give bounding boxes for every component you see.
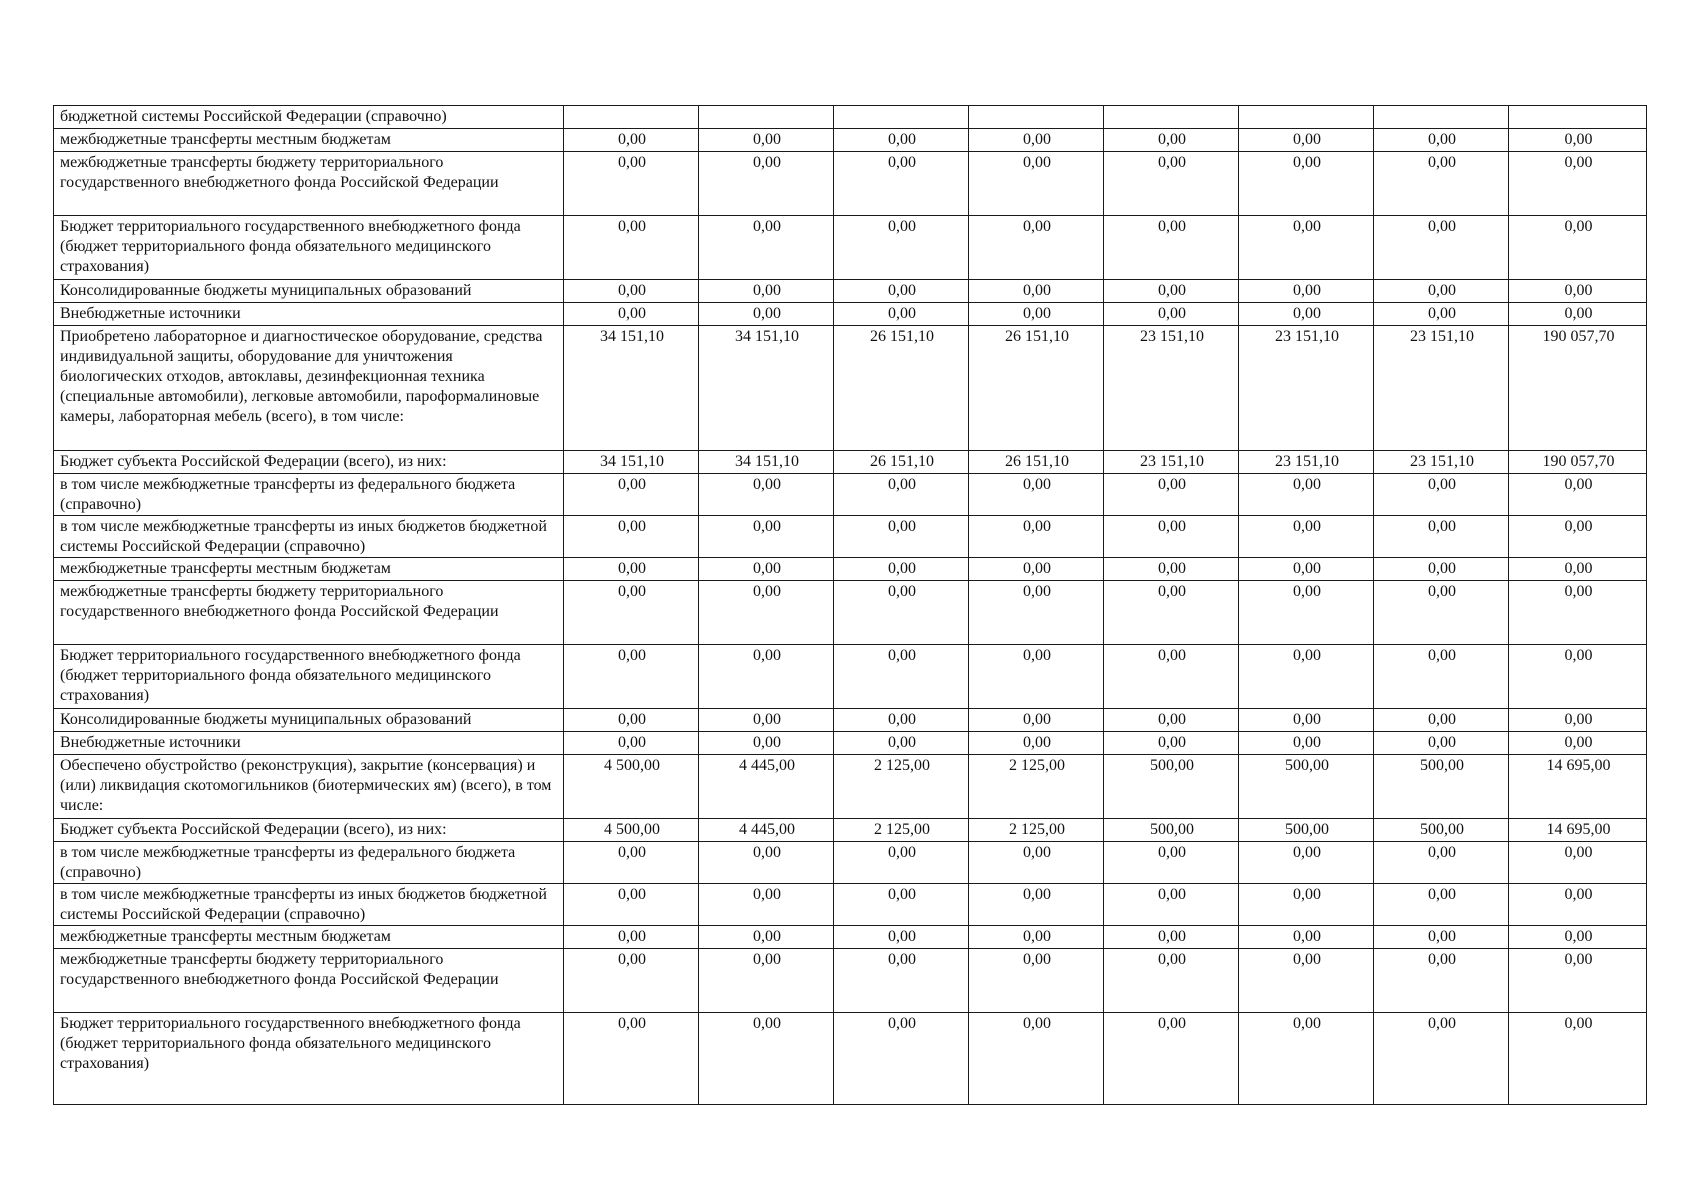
value-cell: 0,00 (834, 280, 969, 303)
table-row (54, 709, 1647, 732)
row-label: Бюджет субъекта Российской Федерации (всего), из них: (54, 451, 564, 474)
value-cell: 0,00 (1239, 709, 1374, 732)
value-cell: 0,00 (564, 280, 699, 303)
value-cell: 0,00 (1509, 884, 1647, 926)
value-cell: 0,00 (834, 558, 969, 581)
value-cell: 0,00 (1239, 1013, 1374, 1105)
value-cell: 0,00 (1509, 949, 1647, 1013)
value-cell (564, 106, 699, 129)
row-label: межбюджетные трансферты бюджету территориального государственного внебюджетного фонда Российской Федерации (54, 949, 564, 1013)
value-cell: 0,00 (1509, 280, 1647, 303)
row-label: Бюджет территориального государственного внебюджетного фонда (бюджет территориального фонда обязательного медицинского страхования) (54, 645, 564, 709)
value-cell: 0,00 (1239, 732, 1374, 755)
value-cell: 0,00 (1239, 645, 1374, 709)
value-cell: 0,00 (834, 303, 969, 326)
table-row (54, 926, 1647, 949)
value-cell: 23 151,10 (1104, 451, 1239, 474)
value-cell: 0,00 (969, 709, 1104, 732)
value-cell (699, 106, 834, 129)
value-cell: 26 151,10 (969, 326, 1104, 451)
row-label: в том числе межбюджетные трансферты из федерального бюджета (справочно) (54, 842, 564, 884)
table-row (54, 755, 1647, 819)
value-cell: 0,00 (969, 949, 1104, 1013)
value-cell: 0,00 (1104, 516, 1239, 558)
table-row (54, 152, 1647, 216)
value-cell: 0,00 (564, 581, 699, 645)
value-cell: 0,00 (699, 581, 834, 645)
value-cell: 23 151,10 (1239, 326, 1374, 451)
value-cell: 0,00 (1104, 709, 1239, 732)
value-cell: 0,00 (1374, 303, 1509, 326)
value-cell (1509, 106, 1647, 129)
value-cell: 0,00 (699, 474, 834, 516)
value-cell: 0,00 (1374, 516, 1509, 558)
value-cell: 0,00 (969, 884, 1104, 926)
value-cell: 0,00 (564, 129, 699, 152)
table-row (54, 106, 1647, 129)
table-row (54, 303, 1647, 326)
value-cell: 0,00 (564, 926, 699, 949)
value-cell: 500,00 (1374, 755, 1509, 819)
table-row (54, 129, 1647, 152)
value-cell: 0,00 (564, 1013, 699, 1105)
value-cell: 0,00 (1104, 732, 1239, 755)
value-cell: 0,00 (1104, 1013, 1239, 1105)
value-cell: 0,00 (834, 474, 969, 516)
value-cell: 34 151,10 (699, 451, 834, 474)
value-cell: 4 500,00 (564, 819, 699, 842)
value-cell: 0,00 (1374, 558, 1509, 581)
value-cell: 0,00 (1104, 884, 1239, 926)
value-cell: 0,00 (699, 1013, 834, 1105)
value-cell: 23 151,10 (1374, 326, 1509, 451)
value-cell: 2 125,00 (969, 755, 1104, 819)
value-cell: 0,00 (834, 709, 969, 732)
row-label: в том числе межбюджетные трансферты из иных бюджетов бюджетной системы Российской Федерации (справочно) (54, 516, 564, 558)
value-cell: 23 151,10 (1374, 451, 1509, 474)
value-cell: 34 151,10 (564, 326, 699, 451)
value-cell: 34 151,10 (699, 326, 834, 451)
table-row (54, 451, 1647, 474)
value-cell: 190 057,70 (1509, 451, 1647, 474)
value-cell: 0,00 (1374, 709, 1509, 732)
value-cell: 0,00 (1239, 926, 1374, 949)
value-cell: 0,00 (1374, 129, 1509, 152)
row-label: Внебюджетные источники (54, 732, 564, 755)
value-cell: 0,00 (834, 884, 969, 926)
value-cell: 0,00 (1104, 926, 1239, 949)
value-cell: 4 445,00 (699, 755, 834, 819)
budget-table (53, 105, 1647, 1105)
value-cell: 0,00 (969, 280, 1104, 303)
value-cell: 0,00 (1509, 645, 1647, 709)
value-cell: 0,00 (1104, 280, 1239, 303)
value-cell: 0,00 (1239, 216, 1374, 280)
row-label: межбюджетные трансферты местным бюджетам (54, 129, 564, 152)
value-cell: 500,00 (1239, 819, 1374, 842)
value-cell: 0,00 (1374, 926, 1509, 949)
value-cell: 23 151,10 (1104, 326, 1239, 451)
value-cell: 4 445,00 (699, 819, 834, 842)
value-cell: 500,00 (1374, 819, 1509, 842)
value-cell: 0,00 (699, 303, 834, 326)
row-label: Бюджет территориального государственного внебюджетного фонда (бюджет территориального фонда обязательного медицинского страхования) (54, 216, 564, 280)
value-cell: 14 695,00 (1509, 819, 1647, 842)
value-cell: 0,00 (1374, 581, 1509, 645)
value-cell (1239, 106, 1374, 129)
value-cell: 0,00 (1104, 216, 1239, 280)
value-cell: 0,00 (834, 842, 969, 884)
table-row (54, 516, 1647, 558)
value-cell: 0,00 (969, 926, 1104, 949)
value-cell: 0,00 (699, 926, 834, 949)
value-cell: 0,00 (834, 732, 969, 755)
value-cell: 0,00 (969, 581, 1104, 645)
table-row (54, 819, 1647, 842)
table-body (54, 106, 1647, 1105)
value-cell: 0,00 (1104, 842, 1239, 884)
value-cell: 0,00 (1374, 152, 1509, 216)
value-cell: 0,00 (834, 1013, 969, 1105)
value-cell: 0,00 (1374, 732, 1509, 755)
value-cell: 0,00 (699, 645, 834, 709)
value-cell: 0,00 (699, 280, 834, 303)
table-row (54, 884, 1647, 926)
value-cell: 0,00 (1374, 216, 1509, 280)
value-cell (1104, 106, 1239, 129)
table-row (54, 326, 1647, 451)
value-cell: 0,00 (1104, 558, 1239, 581)
row-label: межбюджетные трансферты бюджету территориального государственного внебюджетного фонда Российской Федерации (54, 581, 564, 645)
table-row (54, 280, 1647, 303)
value-cell: 26 151,10 (834, 326, 969, 451)
table-row (54, 842, 1647, 884)
value-cell: 0,00 (1239, 884, 1374, 926)
value-cell: 0,00 (1239, 280, 1374, 303)
value-cell: 0,00 (1509, 152, 1647, 216)
value-cell: 0,00 (564, 732, 699, 755)
value-cell: 0,00 (564, 842, 699, 884)
value-cell: 0,00 (1509, 516, 1647, 558)
value-cell: 0,00 (834, 926, 969, 949)
value-cell: 0,00 (1374, 645, 1509, 709)
row-label: в том числе межбюджетные трансферты из иных бюджетов бюджетной системы Российской Федерации (справочно) (54, 884, 564, 926)
row-label: межбюджетные трансферты местным бюджетам (54, 926, 564, 949)
value-cell: 0,00 (1509, 1013, 1647, 1105)
value-cell: 0,00 (1239, 303, 1374, 326)
value-cell: 0,00 (834, 645, 969, 709)
value-cell: 0,00 (1509, 581, 1647, 645)
value-cell: 0,00 (564, 474, 699, 516)
table-row (54, 1013, 1647, 1105)
value-cell: 0,00 (699, 884, 834, 926)
value-cell: 0,00 (699, 129, 834, 152)
value-cell: 0,00 (699, 516, 834, 558)
table-row (54, 474, 1647, 516)
value-cell: 0,00 (834, 129, 969, 152)
value-cell: 0,00 (564, 303, 699, 326)
row-label: Обеспечено обустройство (реконструкция), закрытие (консервация) и (или) ликвидация скотомогильников (биотермических ям) (всего), в том числе: (54, 755, 564, 819)
value-cell: 0,00 (699, 558, 834, 581)
value-cell: 26 151,10 (834, 451, 969, 474)
value-cell: 500,00 (1104, 819, 1239, 842)
value-cell: 0,00 (969, 558, 1104, 581)
value-cell: 0,00 (1104, 152, 1239, 216)
value-cell: 23 151,10 (1239, 451, 1374, 474)
value-cell: 500,00 (1239, 755, 1374, 819)
value-cell: 0,00 (1509, 732, 1647, 755)
value-cell (1374, 106, 1509, 129)
row-label: в том числе межбюджетные трансферты из федерального бюджета (справочно) (54, 474, 564, 516)
value-cell: 0,00 (1509, 842, 1647, 884)
value-cell: 0,00 (969, 842, 1104, 884)
value-cell: 26 151,10 (969, 451, 1104, 474)
value-cell: 0,00 (1509, 129, 1647, 152)
value-cell: 0,00 (1239, 842, 1374, 884)
value-cell: 0,00 (969, 474, 1104, 516)
value-cell: 2 125,00 (969, 819, 1104, 842)
value-cell: 0,00 (564, 884, 699, 926)
value-cell: 0,00 (1374, 474, 1509, 516)
value-cell: 0,00 (1104, 581, 1239, 645)
value-cell: 0,00 (1374, 842, 1509, 884)
value-cell: 0,00 (969, 152, 1104, 216)
row-label: Приобретено лабораторное и диагностическое оборудование, средства индивидуальной защиты, оборудование для уничтожения биологических отходов, автоклавы, дезинфекционная техника (специальные автомобили), легковые автомобили, пароформалиновые камеры, лабораторная мебель (всего), в том числе: (54, 326, 564, 451)
value-cell: 0,00 (1374, 280, 1509, 303)
value-cell: 0,00 (1104, 303, 1239, 326)
value-cell: 0,00 (969, 216, 1104, 280)
value-cell: 0,00 (1509, 216, 1647, 280)
value-cell (969, 106, 1104, 129)
value-cell: 0,00 (1374, 949, 1509, 1013)
value-cell: 4 500,00 (564, 755, 699, 819)
table-row (54, 581, 1647, 645)
value-cell: 0,00 (834, 216, 969, 280)
row-label: Бюджет субъекта Российской Федерации (всего), из них: (54, 819, 564, 842)
value-cell: 0,00 (1239, 129, 1374, 152)
value-cell: 2 125,00 (834, 755, 969, 819)
value-cell: 0,00 (969, 732, 1104, 755)
value-cell: 0,00 (699, 152, 834, 216)
value-cell: 0,00 (1104, 474, 1239, 516)
value-cell: 0,00 (834, 516, 969, 558)
value-cell: 0,00 (1509, 709, 1647, 732)
row-label: межбюджетные трансферты местным бюджетам (54, 558, 564, 581)
value-cell: 0,00 (969, 303, 1104, 326)
value-cell: 0,00 (699, 709, 834, 732)
value-cell (834, 106, 969, 129)
value-cell: 0,00 (564, 558, 699, 581)
value-cell: 0,00 (564, 645, 699, 709)
row-label: Бюджет территориального государственного внебюджетного фонда (бюджет территориального фонда обязательного медицинского страхования) (54, 1013, 564, 1105)
table-row (54, 645, 1647, 709)
value-cell: 0,00 (969, 645, 1104, 709)
value-cell: 190 057,70 (1509, 326, 1647, 451)
value-cell: 0,00 (969, 516, 1104, 558)
value-cell: 0,00 (699, 842, 834, 884)
value-cell: 0,00 (834, 152, 969, 216)
value-cell: 0,00 (1239, 152, 1374, 216)
row-label: межбюджетные трансферты бюджету территориального государственного внебюджетного фонда Российской Федерации (54, 152, 564, 216)
value-cell: 0,00 (1239, 516, 1374, 558)
value-cell: 0,00 (969, 129, 1104, 152)
value-cell: 2 125,00 (834, 819, 969, 842)
value-cell: 0,00 (1509, 474, 1647, 516)
row-label: Внебюджетные источники (54, 303, 564, 326)
table-row (54, 949, 1647, 1013)
value-cell: 0,00 (969, 1013, 1104, 1105)
value-cell: 0,00 (564, 216, 699, 280)
value-cell: 0,00 (699, 216, 834, 280)
table-row (54, 216, 1647, 280)
value-cell: 0,00 (1374, 1013, 1509, 1105)
value-cell: 500,00 (1104, 755, 1239, 819)
value-cell: 0,00 (1374, 884, 1509, 926)
value-cell: 0,00 (834, 581, 969, 645)
value-cell: 0,00 (699, 949, 834, 1013)
value-cell: 0,00 (834, 949, 969, 1013)
value-cell: 0,00 (1509, 303, 1647, 326)
value-cell: 0,00 (564, 152, 699, 216)
table-row (54, 732, 1647, 755)
value-cell: 0,00 (564, 709, 699, 732)
value-cell: 0,00 (1239, 949, 1374, 1013)
table-row (54, 558, 1647, 581)
value-cell: 0,00 (1104, 949, 1239, 1013)
value-cell: 14 695,00 (1509, 755, 1647, 819)
value-cell: 0,00 (564, 516, 699, 558)
value-cell: 0,00 (1239, 474, 1374, 516)
row-label: бюджетной системы Российской Федерации (справочно) (54, 106, 564, 129)
value-cell: 0,00 (1509, 926, 1647, 949)
value-cell: 0,00 (1104, 645, 1239, 709)
value-cell: 0,00 (699, 732, 834, 755)
value-cell: 0,00 (564, 949, 699, 1013)
value-cell: 0,00 (1509, 558, 1647, 581)
value-cell: 0,00 (1104, 129, 1239, 152)
value-cell: 0,00 (1239, 581, 1374, 645)
row-label: Консолидированные бюджеты муниципальных образований (54, 709, 564, 732)
value-cell: 0,00 (1239, 558, 1374, 581)
row-label: Консолидированные бюджеты муниципальных образований (54, 280, 564, 303)
value-cell: 34 151,10 (564, 451, 699, 474)
